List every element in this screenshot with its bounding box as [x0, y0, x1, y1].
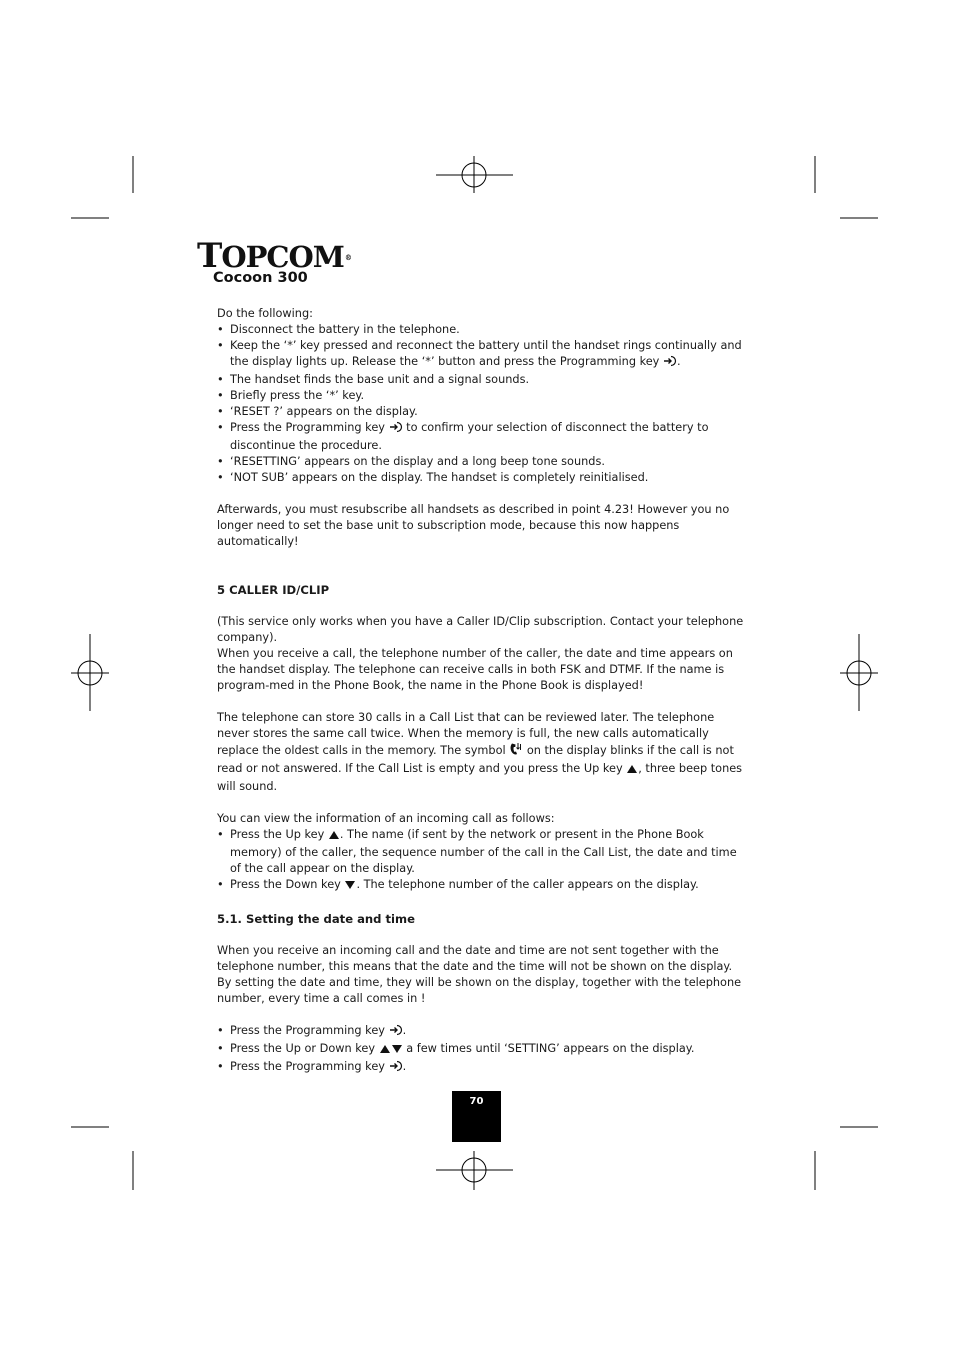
section-heading-date-time: 5.1. Setting the date and time	[217, 912, 415, 926]
page-body	[217, 306, 747, 1077]
list-item-text: Press the Programming key	[230, 1060, 385, 1073]
list-item-text: Press the Up or Down key	[230, 1042, 376, 1055]
date-time-steps	[217, 1023, 747, 1077]
list-item-text: .	[402, 1024, 407, 1037]
list-item-text: . The telephone number of the caller appears on the display.	[356, 878, 699, 891]
list-item	[217, 322, 747, 338]
list-item	[217, 1041, 747, 1059]
list-item-text: the display lights up. Release the ‘*’ button and press the Programming key	[230, 355, 660, 368]
down-arrow-icon	[391, 1043, 403, 1059]
list-item-text: . The name (if sent by the network or present in the Phone Book memory) of the caller, the sequence number of the call in the Call List, the date and time of the call appear on the display.	[230, 828, 737, 875]
list-item-text: The handset finds the base unit and a signal sounds.	[230, 373, 530, 386]
up-arrow-icon	[626, 763, 638, 779]
page-number: 70	[469, 1096, 484, 1107]
list-item	[217, 404, 747, 420]
brand-initial: T	[197, 236, 222, 276]
list-item-text: to confirm your selection of disconnect the battery to discontinue the procedure.	[230, 421, 709, 452]
list-item-text: Press the Down key	[230, 878, 341, 891]
programming-key-icon	[389, 1060, 403, 1077]
list-item	[217, 454, 747, 470]
list-item	[217, 420, 747, 454]
list-item-text: .	[676, 355, 681, 368]
list-item-text: ‘NOT SUB’ appears on the display. The handset is completely reinitialised.	[230, 471, 649, 484]
list-item-text: .	[402, 1060, 407, 1073]
list-item	[217, 1059, 747, 1077]
list-item	[217, 372, 747, 388]
page-number-box	[452, 1091, 501, 1142]
up-arrow-icon	[328, 829, 340, 845]
list-item-text: Press the Programming key	[230, 1024, 385, 1037]
programming-key-icon	[389, 1024, 403, 1041]
paragraph-text: , three beep tones will sound.	[217, 762, 743, 793]
list-item-text: ‘RESETTING’ appears on the display and a long beep tone sounds.	[230, 455, 605, 468]
list-item	[217, 1023, 747, 1041]
paragraph-text: on the display blinks if the call is not read or not answered. If the Call List is empty and you press the Up key	[217, 744, 734, 775]
list-item	[217, 827, 747, 877]
paragraph-text: The telephone can store 30 calls in a Call List that can be reviewed later. The telephone never stores the same call twice. When the memory is full, the new calls automatically replace the oldest calls in the memory. The symbol	[217, 711, 715, 757]
caller-id-description: When you receive a call, the telephone number of the caller, the date and time appears on the handset display. The telephone can receive calls in both FSK and DTMF. If the name is program-med in the Phone Book, the name in the Phone Book is displayed!	[217, 647, 733, 692]
list-item	[217, 388, 747, 404]
list-item-text: Disconnect the battery in the telephone.	[230, 323, 460, 336]
programming-key-icon	[389, 421, 403, 438]
list-item-text: Keep the ‘*’ key pressed and reconnect the battery until the handset rings continually and	[230, 339, 742, 352]
list-item	[217, 877, 747, 895]
incoming-call-steps	[217, 827, 747, 895]
reset-afterwards: Afterwards, you must resubscribe all handsets as described in point 4.23! However you no longer need to set the base unit to subscription mode, because this now happens automatically!	[217, 503, 730, 548]
list-item-text: Briefly press the ‘*’ key.	[230, 389, 365, 402]
caller-id-note: (This service only works when you have a Caller ID/Clip subscription. Contact your telephone company).	[217, 615, 744, 644]
list-item	[217, 470, 747, 486]
incoming-call-intro: You can view the information of an incoming call as follows:	[217, 812, 555, 825]
call-list-description	[217, 710, 747, 795]
down-arrow-icon	[344, 879, 356, 895]
caller-list-icon	[509, 742, 523, 761]
list-item-text: a few times until ‘SETTING’ appears on the display.	[406, 1042, 695, 1055]
up-arrow-icon	[379, 1043, 391, 1059]
brand-rest: OPCOM	[221, 240, 344, 274]
reset-steps	[217, 322, 747, 486]
programming-key-icon	[663, 355, 677, 372]
list-item	[217, 338, 747, 372]
date-time-description: When you receive an incoming call and the date and time are not sent together with the telephone number, this means that the date and the time will not be shown on the display. By setting the date and time, they will be shown on the display, together with the telephone number, every time a call comes in !	[217, 944, 742, 1005]
list-item-text: ‘RESET ?’ appears on the display.	[230, 405, 418, 418]
model-name: Cocoon 300	[213, 270, 308, 286]
section-heading-caller-id: 5 CALLER ID/CLIP	[217, 583, 330, 597]
registered-mark: ®	[344, 253, 351, 262]
list-item-text: Press the Programming key	[230, 421, 385, 434]
list-item-text: Press the Up key	[230, 828, 325, 841]
reset-intro: Do the following:	[217, 307, 313, 320]
